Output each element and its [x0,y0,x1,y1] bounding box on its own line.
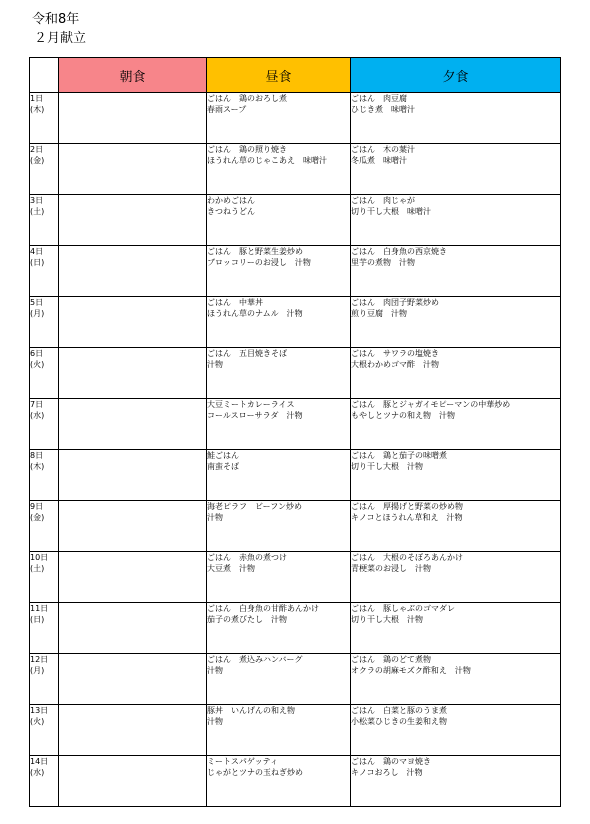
day-date: 5日 [30,298,44,307]
lunch-cell [207,705,351,756]
lunch-dish: 大豆煮 汁物 [207,564,255,573]
menu-day-row [30,654,561,705]
day-date: 13日 [30,706,49,715]
dinner-dish: ごはん 鶏と茄子の味噌煮 [351,451,447,460]
lunch-cell [207,399,351,450]
lunch-dish: ごはん 鶏のおろし煮 [207,94,287,103]
corner-cell [30,58,59,93]
day-weekday: (木) [30,105,45,114]
day-cell [30,450,59,501]
menu-day-row [30,246,561,297]
dinner-dish: ごはん 木の葉汁 [351,145,415,154]
dinner-cell [351,297,561,348]
day-weekday: (月) [30,309,45,318]
day-weekday: (金) [30,513,45,522]
menu-day-row [30,93,561,144]
lunch-cell [207,246,351,297]
month-title: ２月献立 [34,31,87,46]
dinner-dish: ごはん 大根のそぼろあんかけ [351,553,463,562]
lunch-dish: ごはん 白身魚の甘酢あんかけ [207,604,319,613]
day-date: 6日 [30,349,44,358]
dinner-dish: ごはん 肉団子野菜炒め [351,298,439,307]
dinner-dish: ごはん 鶏のマヨ焼き [351,757,431,766]
dinner-dish: ごはん 鶏のどて煮物 [351,655,431,664]
dinner-cell [351,348,561,399]
day-cell [30,399,59,450]
lunch-cell [207,756,351,807]
menu-day-row [30,705,561,756]
day-cell [30,705,59,756]
day-cell [30,654,59,705]
day-date: 9日 [30,502,44,511]
dinner-dish: 切り干し大根 味噌汁 [351,207,431,216]
lunch-dish: 汁物 [207,360,223,369]
breakfast-cell [59,552,207,603]
day-weekday: (水) [30,411,45,420]
dinner-dish: ごはん 豚しゃぶのゴマダレ [351,604,455,613]
lunch-cell [207,195,351,246]
lunch-dish: きつねうどん [207,207,255,216]
day-cell [30,144,59,195]
day-cell [30,501,59,552]
dinner-dish: 冬瓜煮 味噌汁 [351,156,407,165]
dinner-cell [351,93,561,144]
dinner-dish: キノコおろし 汁物 [351,768,423,777]
dinner-cell [351,195,561,246]
day-cell [30,348,59,399]
dinner-dish: 切り干し大根 汁物 [351,615,423,624]
dinner-cell [351,756,561,807]
menu-day-row [30,144,561,195]
day-cell [30,297,59,348]
lunch-dish: わかめごはん [207,196,255,205]
dinner-dish: オクラの胡麻モズク酢和え 汁物 [351,666,471,675]
lunch-cell [207,93,351,144]
dinner-cell [351,246,561,297]
lunch-cell [207,450,351,501]
menu-day-row [30,195,561,246]
breakfast-cell [59,144,207,195]
day-date: 4日 [30,247,44,256]
day-weekday: (火) [30,717,45,726]
lunch-dish: 茄子の煮びたし 汁物 [207,615,287,624]
dinner-cell [351,144,561,195]
dinner-dish: ごはん 厚揚げと野菜の炒め物 [351,502,463,511]
dinner-dish: 小松菜ひじきの生姜和え物 [351,717,447,726]
day-weekday: (水) [30,768,45,777]
dinner-cell [351,450,561,501]
day-date: 10日 [30,553,49,562]
dinner-dish: ごはん サワラの塩焼き [351,349,439,358]
lunch-cell [207,144,351,195]
lunch-cell [207,603,351,654]
dinner-dish: ひじき煮 味噌汁 [351,105,415,114]
menu-day-row [30,399,561,450]
dinner-dish: ごはん 白菜と豚のうま煮 [351,706,447,715]
day-cell [30,93,59,144]
lunch-dish: 汁物 [207,513,223,522]
dinner-dish: ごはん 白身魚の西京焼き [351,247,447,256]
day-date: 14日 [30,757,49,766]
breakfast-cell [59,195,207,246]
breakfast-cell [59,450,207,501]
menu-day-row [30,450,561,501]
dinner-cell [351,705,561,756]
day-date: 7日 [30,400,44,409]
day-weekday: (金) [30,156,45,165]
menu-day-row [30,348,561,399]
dinner-cell [351,501,561,552]
lunch-cell [207,348,351,399]
lunch-dish: 南蛮そば [207,462,239,471]
dinner-dish: キノコとほうれん草和え 汁物 [351,513,463,522]
dinner-dish: ごはん 豚とジャガイモピーマンの中華炒め [351,400,511,409]
lunch-dish: ブロッコリーのお浸し 汁物 [207,258,311,267]
breakfast-cell [59,297,207,348]
lunch-header: 昼食 [207,58,351,93]
lunch-dish: 汁物 [207,666,223,675]
dinner-dish: 煎り豆腐 汁物 [351,309,407,318]
day-date: 2日 [30,145,44,154]
lunch-dish: ごはん 鶏の照り焼き [207,145,287,154]
dinner-dish: ごはん 肉豆腐 [351,94,407,103]
day-weekday: (木) [30,462,45,471]
lunch-dish: ミートスパゲッティ [207,757,278,766]
breakfast-cell [59,654,207,705]
day-cell [30,603,59,654]
lunch-dish: 豚丼 いんげんの和え物 [207,706,295,715]
day-weekday: (日) [30,615,45,624]
day-cell [30,195,59,246]
lunch-dish: ごはん 赤魚の煮つけ [207,553,287,562]
day-weekday: (土) [30,564,45,573]
menu-day-row [30,552,561,603]
dinner-cell [351,654,561,705]
dinner-dish: 青梗菜のお浸し 汁物 [351,564,431,573]
lunch-dish: ごはん 煮込みハンバーグ [207,655,303,664]
lunch-dish: 海老ピラフ ビーフン炒め [207,502,302,511]
day-date: 11日 [30,604,49,613]
lunch-dish: ごはん 豚と野菜生姜炒め [207,247,303,256]
day-weekday: (日) [30,258,45,267]
dinner-dish: 里芋の煮物 汁物 [351,258,415,267]
lunch-dish: 春雨スープ [207,105,247,114]
breakfast-cell [59,705,207,756]
dinner-dish: もやしとツナの和え物 汁物 [351,411,455,420]
lunch-dish: 汁物 [207,717,223,726]
day-date: 12日 [30,655,49,664]
dinner-dish: 切り干し大根 汁物 [351,462,423,471]
lunch-cell [207,297,351,348]
day-date: 8日 [30,451,44,460]
lunch-cell [207,654,351,705]
menu-day-row [30,297,561,348]
lunch-cell [207,501,351,552]
dinner-cell [351,399,561,450]
menu-day-row [30,756,561,807]
breakfast-cell [59,399,207,450]
dinner-header: 夕食 [351,58,561,93]
day-cell [30,756,59,807]
lunch-dish: ごはん 中華丼 [207,298,263,307]
breakfast-cell [59,501,207,552]
menu-day-row [30,501,561,552]
lunch-cell [207,552,351,603]
lunch-dish: ほうれん草のナムル 汁物 [207,309,303,318]
day-date: 1日 [30,94,44,103]
era-year-label: 令和8年 [32,12,80,27]
breakfast-header: 朝食 [59,58,207,93]
day-cell [30,246,59,297]
dinner-cell [351,552,561,603]
breakfast-cell [59,603,207,654]
breakfast-cell [59,348,207,399]
dinner-dish: 大根わかめゴマ酢 汁物 [351,360,439,369]
breakfast-cell [59,93,207,144]
breakfast-cell [59,246,207,297]
menu-day-row [30,603,561,654]
day-weekday: (土) [30,207,45,216]
day-date: 3日 [30,196,44,205]
menu-table [29,57,561,807]
lunch-dish: 大豆ミートカレーライス [207,400,295,409]
lunch-dish: ごはん 五目焼きそば [207,349,287,358]
lunch-dish: ほうれん草のじゃこあえ 味噌汁 [207,156,327,165]
header-row [30,58,561,93]
lunch-dish: 鮭ごはん [207,451,239,460]
lunch-dish: コールスローサラダ 汁物 [207,411,303,420]
breakfast-cell [59,756,207,807]
day-weekday: (火) [30,360,45,369]
day-cell [30,552,59,603]
dinner-dish: ごはん 肉じゃが [351,196,415,205]
dinner-cell [351,603,561,654]
day-weekday: (月) [30,666,45,675]
lunch-dish: じゃがとツナの玉ねぎ炒め [207,768,303,777]
